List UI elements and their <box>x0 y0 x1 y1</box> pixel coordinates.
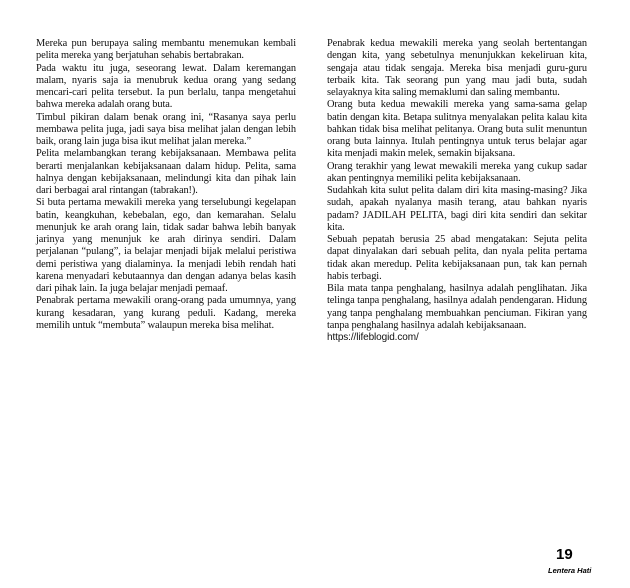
source-url: https://lifeblogid.com/ <box>327 332 419 343</box>
page-number: 19 <box>556 546 573 563</box>
left-column <box>36 38 296 332</box>
paragraph: Penabrak pertama mewakili orang-orang pada umumnya, yang kurang kesadaran, yang kurang peduli. Kadang, mereka memilih untuk “membuta” walaupun mereka bisa melihat. <box>36 295 296 331</box>
paragraph: Orang terakhir yang lewat mewakili mereka yang cukup sadar akan pentingnya memiliki pelita kebijaksanaan. <box>327 160 587 184</box>
paragraph: Mereka pun berupaya saling membantu menemukan kembali pelita mereka yang berjatuhan sehabis bertabrakan. <box>36 38 296 62</box>
paragraph: Pada waktu itu juga, seseorang lewat. Dalam keremangan malam, nyaris saja ia menubruk kedua orang yang sedang mencari-cari pelita tersebut. Ia pun berlalu, tanpa mengetahui bahwa mereka adalah orang buta. <box>36 62 296 111</box>
right-column <box>327 38 587 344</box>
magazine-name: Lentera Hati <box>548 566 592 575</box>
paragraph: Timbul pikiran dalam benak orang ini, “Rasanya saya perlu membawa pelita juga, jadi saya bisa melihat jalan dengan lebih baik, orang lain juga bisa ikut melihat jalan mereka.” <box>36 111 296 147</box>
paragraph: Sudahkah kita sulut pelita dalam diri kita masing-masing? Jika sudah, apakah nyalanya masih terang, atau bahkan nyaris padam? JADILAH PELITA, bagi diri kita sendiri dan sekitar kita. <box>327 185 587 233</box>
paragraph: Penabrak kedua mewakili mereka yang seolah bertentangan dengan kita, yang sebetulnya menunjukkan kekeliruan kita, sengaja atau tidak sengaja. Mereka bisa menjadi guru-guru terbaik kita. Tak seorang pun yang mau jadi buta, sudah selayaknya kita saling memaklumi dan saling membantu. <box>327 38 587 98</box>
paragraph: Bila mata tanpa penghalang, hasilnya adalah penglihatan. Jika telinga tanpa penghalang, hasilnya adalah pendengaran. Hidung yang tanpa penghalang membuahkan penciuman. Fikiran yang tanpa penghalang hasilnya adalah kebijaksanaan. <box>327 283 587 331</box>
paragraph: Pelita melambangkan terang kebijaksanaan. Membawa pelita berarti menjalankan kebijaksanaan dalam hidup. Pelita, sama halnya dengan kebijaksanaan, melindungi kita dan pihak lain dari berbagai aral rintangan (tabrakan!). <box>36 148 296 196</box>
paragraph: Si buta pertama mewakili mereka yang terselubungi kegelapan batin, keangkuhan, kebebalan, ego, dan kemarahan. Selalu menunjuk ke arah orang lain, tidak sadar bahwa lebih banyak jarinya yang menunjuk ke arah dirinya sendiri. Dalam perjalanan “pulang”, ia belajar menjadi bijak melalui peristiwa demi peristiwa yang dialaminya. Ia menjadi lebih rendah hati karena menyadari kebutaannya dan dengan adanya belas kasih dari pihak lain. Ia juga belajar menjadi pemaaf. <box>36 197 296 294</box>
paragraph: Orang buta kedua mewakili mereka yang sama-sama gelap batin dengan kita. Betapa sulitnya menyalakan pelita kalau kita bahkan tidak bisa melihat pelitanya. Orang buta sulit menuntun orang buta lainnya. Itulah pentingnya untuk terus belajar agar kita menjadi makin melek, semakin bijaksana. <box>327 99 587 160</box>
paragraph: Sebuah pepatah berusia 25 abad mengatakan: Sejuta pelita dapat dinyalakan dari sebuah pelita, dan nyala pelita pertama tidak akan meredup. Pelita kebijaksanaan pun, tak kan pernah habis terbagi. <box>327 234 587 282</box>
